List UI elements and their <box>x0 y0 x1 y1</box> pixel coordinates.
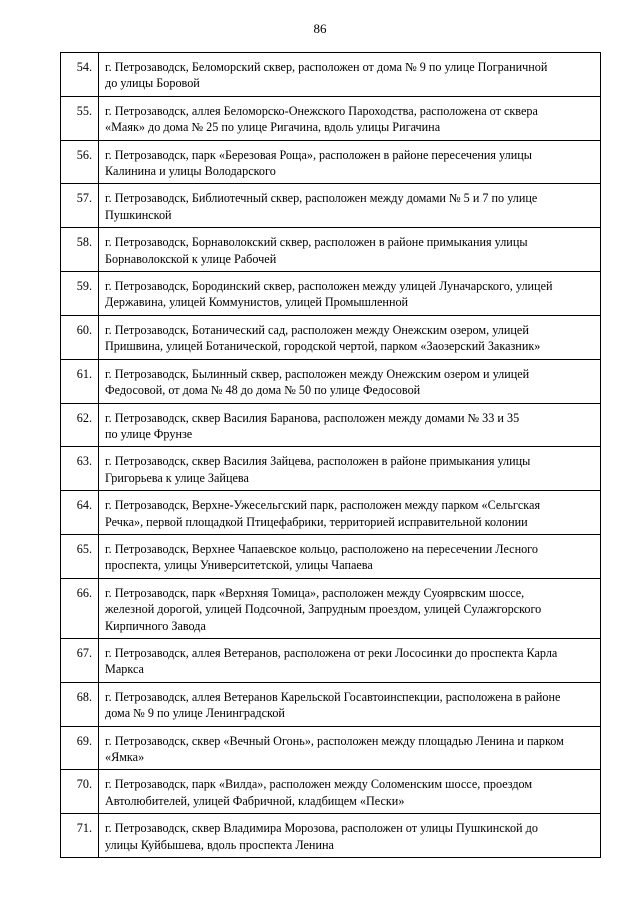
table-row <box>61 726 601 770</box>
row-number: 63. <box>61 447 99 491</box>
row-description <box>99 315 601 359</box>
description-line: г. Петрозаводск, Борнаволокский сквер, расположен в районе примыкания улицы <box>105 235 528 250</box>
row-number: 56. <box>61 140 99 184</box>
row-number: 62. <box>61 403 99 447</box>
table-row <box>61 53 601 97</box>
description-line: проспекта, улицы Университетской, улицы Чапаева <box>105 558 373 573</box>
row-description <box>99 272 601 316</box>
row-number: 64. <box>61 491 99 535</box>
description-line: Автолюбителей, улицей Фабричной, кладбищем «Пески» <box>105 793 405 808</box>
table-row <box>61 228 601 272</box>
row-description <box>99 578 601 638</box>
description-line: г. Петрозаводск, аллея Ветеранов, расположена от реки Лососинки до проспекта Карла <box>105 645 558 660</box>
description-line: «Маяк» до дома № 25 по улице Ригачина, вдоль улицы Ригачина <box>105 120 441 135</box>
description-line: г. Петрозаводск, аллея Беломорско-Онежского Пароходства, расположена от сквера <box>105 103 538 118</box>
table-row <box>61 96 601 140</box>
row-number: 69. <box>61 726 99 770</box>
description-line: г. Петрозаводск, Верхнее Чапаевское кольцо, расположено на пересечении Лесного <box>105 541 538 556</box>
table-row <box>61 403 601 447</box>
row-description <box>99 682 601 726</box>
row-description <box>99 447 601 491</box>
row-description <box>99 770 601 814</box>
description-line: Федосовой, от дома № 48 до дома № 50 по улице Федосовой <box>105 383 421 398</box>
description-line: «Ямка» <box>105 750 145 764</box>
row-number: 67. <box>61 638 99 682</box>
description-line: г. Петрозаводск, Библиотечный сквер, расположен между домами № 5 и 7 по улице <box>105 191 538 206</box>
row-description <box>99 726 601 770</box>
table-row <box>61 491 601 535</box>
row-description <box>99 96 601 140</box>
row-description <box>99 491 601 535</box>
row-description <box>99 814 601 858</box>
row-number: 61. <box>61 359 99 403</box>
table-row <box>61 534 601 578</box>
row-number: 54. <box>61 53 99 97</box>
description-line: г. Петрозаводск, сквер Василия Зайцева, расположен в районе примыкания улицы <box>105 454 531 469</box>
description-line: г. Петрозаводск, парк «Вилда», расположен между Соломенским шоссе, проездом <box>105 777 533 792</box>
description-line: улицы Куйбышева, вдоль проспекта Ленина <box>105 837 334 852</box>
description-line: Державина, улицей Коммунистов, улицей Промышленной <box>105 295 409 310</box>
description-line: Кирпичного Завода <box>105 618 206 633</box>
table-row <box>61 184 601 228</box>
description-line: Григорьева к улице Зайцева <box>105 470 249 485</box>
description-line: Речка», первой площадкой Птицефабрики, территорией исправительной колонии <box>105 514 528 529</box>
row-description <box>99 140 601 184</box>
description-line: Маркса <box>105 662 144 677</box>
table-row <box>61 638 601 682</box>
parks-table-body <box>61 53 601 858</box>
row-number: 58. <box>61 228 99 272</box>
row-number: 57. <box>61 184 99 228</box>
table-row <box>61 770 601 814</box>
description-line: г. Петрозаводск, парк «Березовая Роща», расположен в районе пересечения улицы <box>105 147 532 162</box>
row-number: 70. <box>61 770 99 814</box>
row-number: 66. <box>61 578 99 638</box>
description-line: до улицы Боровой <box>105 76 200 91</box>
description-line: Калинина и улицы Володарского <box>105 164 276 179</box>
row-description <box>99 359 601 403</box>
parks-table <box>60 52 601 858</box>
description-line: Пушкинской <box>105 207 172 222</box>
row-description <box>99 403 601 447</box>
row-number: 68. <box>61 682 99 726</box>
description-line: г. Петрозаводск, сквер «Вечный Огонь», расположен между площадью Ленина и парком <box>105 733 564 748</box>
row-number: 71. <box>61 814 99 858</box>
description-line: г. Петрозаводск, Верхне-Ужесельгский парк, расположен между парком «Сельгская <box>105 498 541 513</box>
table-row <box>61 814 601 858</box>
description-line: дома № 9 по улице Ленинградской <box>105 706 285 721</box>
description-line: г. Петрозаводск, Былинный сквер, расположен между Онежским озером и улицей <box>105 366 530 381</box>
description-line: г. Петрозаводск, Беломорский сквер, расположен от дома № 9 по улице Пограничной <box>105 60 548 74</box>
row-number: 55. <box>61 96 99 140</box>
table-row <box>61 272 601 316</box>
row-description <box>99 534 601 578</box>
row-number: 60. <box>61 315 99 359</box>
description-line: г. Петрозаводск, Бородинский сквер, расположен между улицей Луначарского, улицей <box>105 279 553 294</box>
description-line: Пришвина, улицей Ботанической, городской чертой, парком «Заозерский Заказник» <box>105 339 541 354</box>
description-line: железной дорогой, улицей Подсочной, Запрудным проездом, улицей Сулажгорского <box>105 602 542 617</box>
table-row <box>61 447 601 491</box>
description-line: г. Петрозаводск, сквер Владимира Морозова, расположен от улицы Пушкинской до <box>105 821 538 836</box>
row-description <box>99 53 601 97</box>
table-row <box>61 682 601 726</box>
description-line: г. Петрозаводск, Ботанический сад, расположен между Онежским озером, улицей <box>105 322 529 337</box>
table-row <box>61 359 601 403</box>
table-row <box>61 315 601 359</box>
description-line: по улице Фрунзе <box>105 426 193 441</box>
description-line: г. Петрозаводск, аллея Ветеранов Карельской Госавтоинспекции, расположена в районе <box>105 689 561 704</box>
row-number: 65. <box>61 534 99 578</box>
row-description <box>99 228 601 272</box>
description-line: г. Петрозаводск, парк «Верхняя Томица», расположен между Суоярвским шоссе, <box>105 585 525 600</box>
page-number: 86 <box>313 21 327 36</box>
table-row <box>61 578 601 638</box>
description-line: Борнаволокской к улице Рабочей <box>105 251 277 266</box>
row-number: 59. <box>61 272 99 316</box>
table-row <box>61 140 601 184</box>
row-description <box>99 184 601 228</box>
description-line: г. Петрозаводск, сквер Василия Баранова, расположен между домами № 33 и 35 <box>105 410 520 425</box>
row-description <box>99 638 601 682</box>
